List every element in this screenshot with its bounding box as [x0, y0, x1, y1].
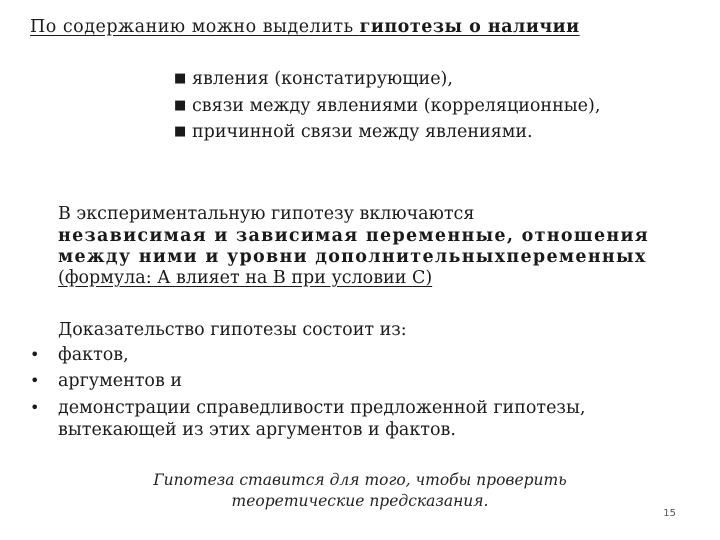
levels-text: между ними и уровни дополнительных — [58, 247, 507, 267]
hypothesis-type-text: связи между явлениями (корреляционные), — [192, 96, 601, 116]
note-line-1: Гипотеза ставится для того, чтобы проверить — [153, 471, 567, 489]
hypothesis-type-text: явления (констатирующие), — [192, 69, 453, 89]
formula-text: (формула: А влияет на В при условии С) — [58, 268, 433, 288]
proof-item — [30, 398, 585, 418]
experimental-line-3 — [58, 248, 647, 267]
variables-suffix-text: переменных — [506, 247, 647, 267]
square-bullet-icon: ■ — [174, 124, 187, 139]
hypothesis-note — [0, 470, 720, 512]
proof-item-text: фактов, — [58, 345, 129, 365]
experimental-line-2 — [58, 227, 649, 246]
slide-heading — [30, 17, 580, 37]
hypothesis-type-item — [174, 69, 453, 89]
proof-item — [30, 345, 129, 365]
bullet-icon: • — [30, 345, 40, 364]
hypothesis-type-item — [174, 122, 533, 142]
relations-text: , отношения — [506, 226, 649, 246]
proof-item — [30, 371, 182, 391]
square-bullet-icon: ■ — [174, 98, 187, 113]
experimental-line-1: В экспериментальную гипотезу включаются — [58, 204, 475, 224]
hypothesis-type-item — [174, 96, 600, 116]
proof-intro: Доказательство гипотезы состоит из: — [58, 320, 407, 340]
bullet-icon: • — [30, 398, 40, 417]
hypothesis-type-text: причинной связи между явлениями. — [192, 122, 533, 142]
proof-continuation: вытекающей из этих аргументов и фактов. — [58, 420, 456, 440]
page-number: 15 — [663, 508, 676, 519]
proof-item-text: аргументов и — [58, 371, 183, 391]
variables-text: независимая и зависимая переменные — [58, 226, 507, 246]
heading-bold-text: гипотезы о наличии — [359, 17, 580, 37]
square-bullet-icon: ■ — [174, 71, 187, 86]
note-line-2: теоретические предсказания. — [231, 492, 489, 510]
proof-item-text: демонстрации справедливости предложенной гипотезы, — [58, 398, 586, 418]
heading-text: По содержанию можно выделить — [30, 17, 360, 37]
bullet-icon: • — [30, 371, 40, 390]
